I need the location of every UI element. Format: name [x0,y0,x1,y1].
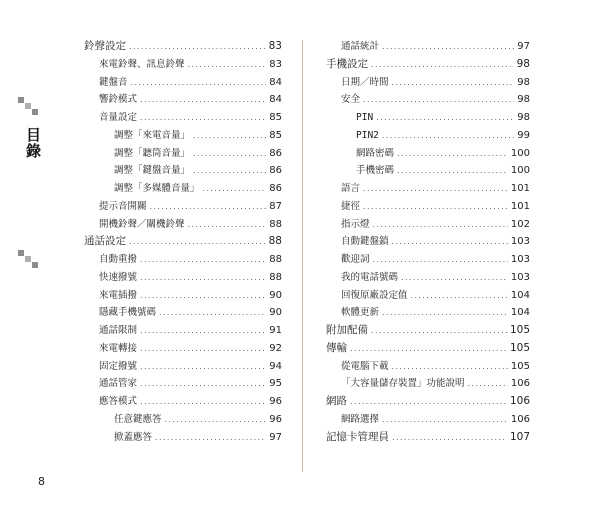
toc-entry [84,145,282,163]
toc-entry [326,91,530,109]
toc-entry-title: 音量設定 [99,112,138,123]
toc-entry-title: 捷徑 [341,200,361,212]
toc-leader-dots [140,358,266,376]
toc-entry-page: 100 [510,165,530,177]
toc-entry [84,74,282,92]
toc-leader-dots [411,287,508,305]
toc-leader-dots [392,74,515,92]
toc-entry [84,109,282,127]
toc-entry [326,180,530,198]
toc-entry-page: 105 [509,324,530,336]
toc-leader-dots [371,56,514,74]
toc-leader-dots [140,340,266,358]
toc-entry-page: 98 [516,57,530,70]
toc-leader-dots [397,145,508,163]
toc-leader-dots [392,233,508,251]
toc-entry-title: PIN [356,112,374,123]
toc-entry [84,198,282,216]
toc-entry-title: 從電腦下載 [341,360,389,372]
toc-entry-page: 96 [269,396,282,407]
toc-entry-title: 手機密碼 [356,165,395,177]
toc-entry [326,358,530,376]
toc-leader-dots [468,375,508,393]
toc-entry-title: 回復原廠設定值 [341,289,408,301]
toc-leader-dots [371,322,507,340]
section-side-label: 目錄 [24,127,42,159]
toc-entry [84,91,282,109]
toc-entry-page: 88 [269,218,282,230]
toc-entry [326,162,530,180]
toc-leader-dots [129,233,266,251]
toc-leader-dots [140,322,266,340]
toc-right-column [326,38,530,446]
toc-entry-title: 指示燈 [341,218,370,230]
toc-leader-dots [373,216,508,234]
toc-entry-title: 提示音開關 [99,200,147,212]
toc-entry-page: 95 [269,378,282,390]
toc-entry [326,429,530,447]
toc-leader-dots [382,304,508,322]
toc-entry-title: 軟體更新 [341,307,380,319]
toc-entry-title: 安全 [341,94,361,106]
toc-entry [84,340,282,358]
toc-entry-title: 來電鈴聲、訊息鈴聲 [99,58,185,70]
toc-entry-title: 「大容量儲存裝置」功能說明 [341,378,465,390]
toc-entry-title: 快速撥號 [99,271,138,283]
toc-entry [326,38,530,56]
toc-entry-title: 調整「聽筒音量」 [114,147,191,159]
toc-entry-page: 104 [510,289,530,301]
toc-entry-page: 83 [269,58,282,70]
toc-entry [84,127,282,145]
toc-entry-page: 101 [510,183,530,194]
toc-leader-dots [140,251,266,269]
page-number: 8 [38,475,45,488]
toc-entry-title: 來電轉接 [99,342,138,354]
decorative-squares-icon [18,97,40,119]
toc-entry-page: 99 [517,129,530,141]
toc-entry-title: 自動鍵盤鎖 [341,236,389,248]
toc-leader-dots [165,411,267,429]
toc-entry [326,322,530,340]
toc-entry-title: 通話統計 [341,41,380,52]
toc-entry-page: 88 [269,254,282,265]
toc-entry [326,145,530,163]
toc-entry-title: 附加配備 [326,324,368,336]
toc-entry [84,322,282,340]
toc-entry-title: 自動重撥 [99,254,138,265]
toc-leader-dots [350,393,507,411]
toc-leader-dots [397,162,508,180]
toc-entry-title: 手機設定 [326,57,368,70]
toc-entry-page: 87 [269,200,282,212]
toc-entry [326,251,530,269]
toc-entry-title: 通話設定 [84,235,126,248]
toc-entry-page: 106 [510,378,530,390]
toc-leader-dots [131,74,267,92]
toc-leader-dots [350,340,507,358]
toc-entry-title: 調整「鍵盤音量」 [114,165,191,177]
toc-entry-page: 105 [509,341,530,354]
toc-entry-title: PIN2 [356,129,379,141]
toc-leader-dots [363,91,514,109]
toc-leader-dots [159,304,266,322]
toc-leader-dots [193,127,266,145]
toc-entry-page: 94 [269,360,282,372]
toc-entry-title: 響鈴模式 [99,94,138,106]
toc-entry-title: 網路選擇 [341,413,380,425]
toc-entry-title: 開機鈴聲／關機鈴聲 [99,218,185,230]
toc-entry [84,429,282,447]
toc-entry [84,304,282,322]
toc-entry-title: 來電插撥 [99,289,138,301]
toc-entry-title: 網路密碼 [356,147,395,159]
toc-entry-page: 90 [269,307,282,319]
toc-entry [326,74,530,92]
toc-entry-page: 103 [510,254,530,265]
toc-entry [84,233,282,251]
toc-leader-dots [193,162,266,180]
toc-leader-dots [140,393,266,411]
toc-leader-dots [140,287,266,305]
toc-entry-page: 92 [269,342,282,354]
toc-entry [84,251,282,269]
toc-entry-page: 85 [269,129,282,141]
toc-entry [84,216,282,234]
toc-entry-page: 103 [510,236,530,248]
toc-entry-page: 98 [517,94,530,106]
toc-leader-dots [401,269,508,287]
toc-leader-dots [363,180,508,198]
toc-entry [326,109,530,127]
toc-leader-dots [382,38,514,56]
toc-entry [84,180,282,198]
toc-entry-title: 日期／時間 [341,76,389,88]
toc-leader-dots [129,38,266,56]
toc-entry-title: 我的電話號碼 [341,271,399,283]
toc-entry [84,287,282,305]
toc-entry-page: 96 [269,413,282,425]
toc-entry-page: 100 [510,147,530,159]
toc-entry-title: 任意鍵應答 [114,413,162,425]
toc-entry [326,269,530,287]
toc-entry-page: 105 [510,360,530,372]
toc-leader-dots [188,56,267,74]
toc-leader-dots [150,198,267,216]
toc-entry [326,393,530,411]
toc-entry-page: 88 [269,271,282,283]
toc-entry-title: 鈴聲設定 [84,40,126,52]
toc-left-column [84,38,282,446]
toc-entry-page: 85 [269,112,282,123]
toc-entry [84,269,282,287]
toc-entry-page: 103 [510,271,530,283]
toc-entry-title: 調整「多媒體音量」 [114,183,200,194]
toc-leader-dots [392,358,508,376]
toc-entry-page: 91 [269,325,282,336]
toc-entry [84,358,282,376]
toc-entry-title: 固定撥號 [99,360,138,372]
toc-entry-title: 歡迎詞 [341,254,370,265]
toc-leader-dots [140,269,266,287]
toc-entry-title: 掀蓋應答 [114,431,153,443]
toc-leader-dots [140,375,266,393]
toc-entry [84,38,282,56]
toc-entry-page: 102 [510,218,530,230]
toc-entry-page: 83 [268,40,282,52]
toc-entry [84,56,282,74]
toc-entry-title: 調整「來電音量」 [114,129,191,141]
toc-entry-page: 106 [509,395,530,407]
decorative-squares-icon [18,250,40,272]
toc-entry-title: 傳輸 [326,341,347,354]
toc-entry-page: 97 [517,41,530,52]
toc-entry-title: 通話管家 [99,378,138,390]
toc-entry-title: 鍵盤音 [99,76,128,88]
toc-entry [326,304,530,322]
toc-leader-dots [382,127,514,145]
toc-leader-dots [363,198,508,216]
toc-entry-title: 語言 [341,183,361,194]
toc-entry-page: 107 [509,430,530,443]
toc-entry-title: 網路 [326,395,347,407]
toc-leader-dots [382,411,508,429]
column-divider [302,40,303,472]
toc-entry-page: 106 [510,413,530,425]
toc-entry-page: 97 [269,431,282,443]
toc-entry [84,393,282,411]
toc-leader-dots [140,109,266,127]
toc-leader-dots [155,429,266,447]
toc-entry-page: 86 [269,183,282,194]
toc-leader-dots [188,216,267,234]
toc-leader-dots [373,251,508,269]
toc-entry [326,198,530,216]
toc-entry [326,56,530,74]
toc-entry [326,340,530,358]
toc-entry [326,375,530,393]
toc-entry-page: 90 [269,289,282,301]
toc-entry [326,127,530,145]
toc-entry-title: 記憶卡管理員 [326,430,389,443]
toc-entry-title: 隱藏手機號碼 [99,307,157,319]
toc-entry [326,216,530,234]
toc-leader-dots [193,145,266,163]
toc-leader-dots [376,109,514,127]
toc-entry [84,162,282,180]
toc-entry-page: 104 [510,307,530,319]
toc-entry-page: 98 [517,112,530,123]
toc-leader-dots [203,180,267,198]
toc-entry-title: 通話限制 [99,325,138,336]
toc-entry [326,287,530,305]
toc-entry-page: 98 [517,76,530,88]
toc-entry-page: 88 [268,235,282,248]
toc-entry-page: 86 [269,147,282,159]
toc-entry [84,375,282,393]
toc-leader-dots [140,91,266,109]
toc-entry [84,411,282,429]
toc-entry-page: 84 [269,94,282,106]
toc-entry [326,411,530,429]
toc-leader-dots [392,429,507,447]
toc-entry [326,233,530,251]
toc-entry-page: 86 [269,165,282,177]
toc-entry-title: 應答模式 [99,396,138,407]
toc-entry-page: 101 [510,200,530,212]
toc-entry-page: 84 [269,76,282,88]
